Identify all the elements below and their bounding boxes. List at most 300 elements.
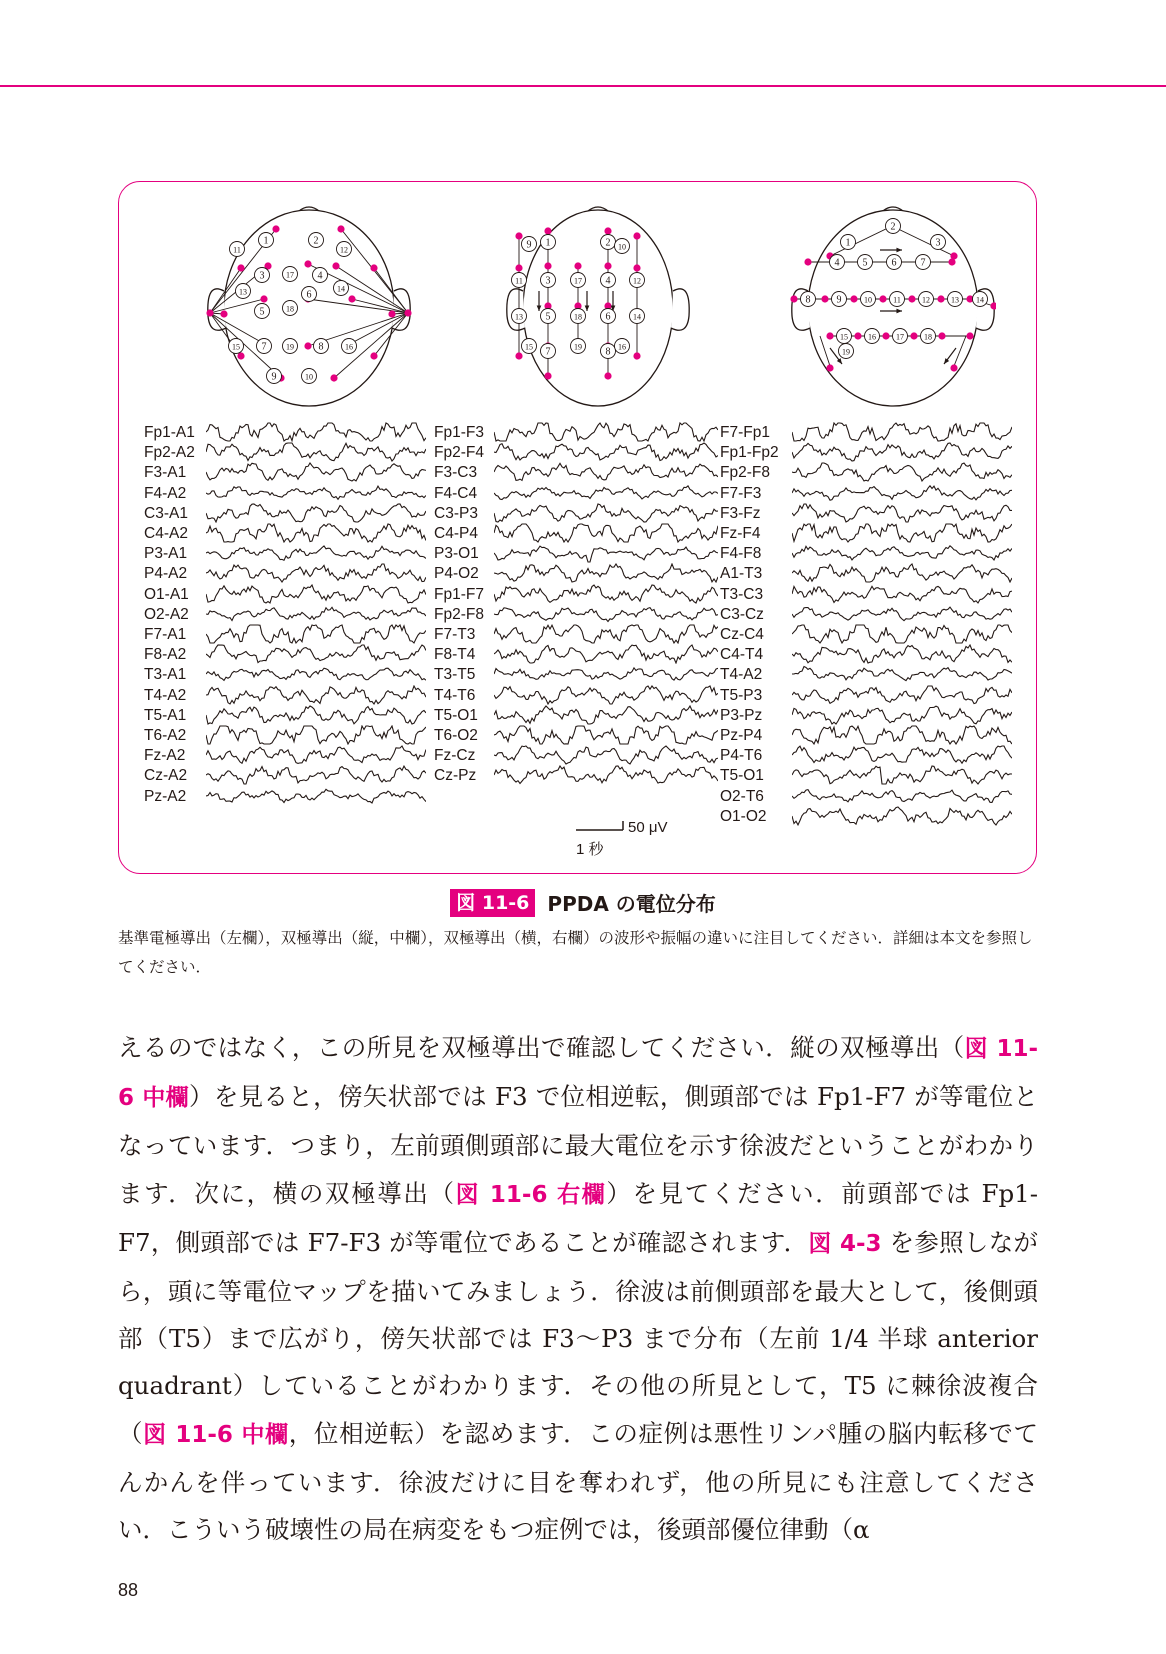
electrode-dot <box>910 332 917 339</box>
eeg-waveform <box>792 543 1012 563</box>
eeg-waveform <box>792 705 1012 725</box>
electrode-number: 9 <box>526 239 532 251</box>
electrode-dot <box>879 295 886 302</box>
eeg-waveform <box>206 503 426 523</box>
eeg-trace <box>494 625 718 643</box>
electrode-number: 7 <box>545 346 551 358</box>
electrode-number: 15 <box>232 342 240 352</box>
eeg-trace <box>792 443 1012 461</box>
electrode-number: 10 <box>864 295 872 305</box>
eeg-channel-row <box>144 422 426 443</box>
eeg-channel-row <box>720 806 1012 827</box>
head-outline <box>805 210 978 406</box>
eeg-trace <box>792 586 1012 603</box>
electrode-number: 8 <box>605 346 611 358</box>
eeg-channel-row <box>144 624 426 645</box>
electrode-dot <box>950 364 957 371</box>
eeg-trace <box>792 504 1012 522</box>
eeg-channel-label: T6-A2 <box>144 727 187 744</box>
eeg-channel-label: T5-P3 <box>720 686 763 704</box>
eeg-trace <box>494 668 718 680</box>
electrode-number: 8 <box>318 341 324 353</box>
eeg-waveform <box>494 584 718 604</box>
eeg-waveform <box>792 462 1012 482</box>
eeg-channel-row <box>434 422 718 443</box>
eeg-trace <box>206 706 426 724</box>
electrode-number: 4 <box>834 257 840 269</box>
eeg-waveform <box>206 422 426 442</box>
eeg-channel-label: Fp1-F3 <box>434 424 484 441</box>
eeg-channel-label: Fp1-F7 <box>434 585 484 603</box>
electrode-dot <box>633 264 640 271</box>
eeg-waveform <box>206 483 426 503</box>
eeg-channel-label: T5-O1 <box>720 767 764 785</box>
eeg-trace <box>792 706 1012 724</box>
eeg-channel-label: C3-P3 <box>434 504 478 522</box>
electrode-dot <box>304 260 311 267</box>
eeg-channel-row <box>434 584 718 605</box>
eeg-waveform <box>792 503 1012 523</box>
figure-reference-link[interactable]: 図 4-3 <box>808 1230 882 1257</box>
right-ear-outline <box>671 289 689 331</box>
eeg-channel-label: F4-C4 <box>434 484 478 502</box>
eeg-trace <box>792 607 1012 621</box>
eeg-channel-label: T5-A1 <box>144 706 187 724</box>
electrode-dot <box>348 295 355 302</box>
eeg-trace <box>206 546 426 560</box>
eeg-trace <box>206 443 426 461</box>
eeg-trace <box>206 607 426 620</box>
electrode-dot <box>908 295 915 302</box>
eeg-trace <box>494 726 718 744</box>
eeg-trace <box>206 564 426 582</box>
eeg-waveform <box>792 664 1012 684</box>
eeg-channel-row <box>144 523 426 544</box>
electrode-number: 5 <box>259 306 265 318</box>
eeg-trace <box>792 546 1012 560</box>
eeg-channel-row <box>434 705 718 726</box>
body-text-segment: えるのではなく，この所見を双極導出で確認してください．縦の双極導出（ <box>118 1033 965 1062</box>
eeg-channel-label: Cz-C4 <box>720 626 764 643</box>
eeg-channel-row <box>144 462 426 483</box>
eeg-channel-row <box>144 563 426 584</box>
electrode-dot <box>633 352 640 359</box>
eeg-trace <box>792 625 1012 643</box>
eeg-channel-label: Fp2-F8 <box>434 605 484 623</box>
eeg-column-referential <box>144 422 430 822</box>
eeg-waveform <box>494 442 718 462</box>
electrode-dot <box>515 352 522 359</box>
eeg-channel-row <box>434 765 718 786</box>
top-rule <box>0 85 1166 87</box>
electrode-dot <box>370 264 377 271</box>
electrode-number: 13 <box>239 287 247 297</box>
electrode-number: 16 <box>618 342 626 352</box>
page-number: 88 <box>118 1580 139 1600</box>
figure-reference-link[interactable]: 図 11-6 中欄 <box>118 1036 1038 1112</box>
electrode-dot <box>966 332 973 339</box>
electrode-dot <box>515 264 522 271</box>
eeg-channel-row <box>720 685 1012 706</box>
eeg-channel-label: Cz-A2 <box>144 767 188 785</box>
eeg-waveform <box>792 786 1012 806</box>
eeg-trace <box>494 706 718 724</box>
eeg-channel-label: Fz-A2 <box>144 747 186 765</box>
eeg-channel-row <box>720 543 1012 564</box>
eeg-waveform <box>792 604 1012 624</box>
electrode-number: 14 <box>976 295 984 305</box>
eeg-channel-label: P4-T6 <box>720 747 763 765</box>
head-diagram-transverse-bipolar <box>790 196 996 408</box>
eeg-channel-row <box>720 483 1012 504</box>
electrode-dot <box>850 295 857 302</box>
electrode-dot <box>388 310 395 317</box>
eeg-channel-row <box>144 584 426 605</box>
eeg-channel-row <box>144 765 426 786</box>
electrode-dot <box>206 309 213 316</box>
eeg-waveform <box>792 624 1012 644</box>
eeg-channel-row <box>720 725 1012 746</box>
eeg-trace <box>206 423 426 441</box>
electrode-number: 13 <box>951 295 959 305</box>
electrode-number: 2 <box>313 235 319 247</box>
eeg-waveform <box>792 644 1012 664</box>
electrode-number: 6 <box>891 257 897 269</box>
electrode-number: 4 <box>317 270 323 282</box>
electrode-number: 11 <box>515 276 523 286</box>
electrode-dot <box>332 262 339 269</box>
eeg-channel-label: C4-T4 <box>720 646 764 664</box>
eeg-trace <box>206 789 426 803</box>
electrode-number: 3 <box>935 237 941 249</box>
electrode-dot <box>938 332 945 339</box>
eeg-waveform <box>494 503 718 523</box>
electrode-dot <box>544 262 551 269</box>
scale-bar <box>575 820 625 832</box>
electrode-number: 9 <box>836 294 842 306</box>
eeg-trace <box>494 546 718 562</box>
eeg-channel-row <box>720 786 1012 807</box>
eeg-waveform <box>206 685 426 705</box>
eeg-channel-label: C4-P4 <box>434 525 478 542</box>
eeg-trace <box>792 645 1012 663</box>
electrode-number: 19 <box>574 342 582 352</box>
electrode-number: 7 <box>261 341 267 353</box>
eeg-channel-label: T3-T5 <box>434 666 476 684</box>
eeg-trace <box>792 726 1012 744</box>
eeg-channel-label: O2-A2 <box>144 605 189 623</box>
eeg-waveform <box>494 644 718 664</box>
electrode-dot <box>937 295 944 302</box>
eeg-channel-label: F7-Fp1 <box>720 424 770 441</box>
eeg-channel-label: F3-A1 <box>144 464 187 482</box>
eeg-waveform <box>206 543 426 563</box>
eeg-trace <box>792 524 1012 542</box>
body-text-segment: を参照しながら，頭に等電位マップを描いてみましょう．徐波は前側頭部を最大として，後側頭部（T5）まで広がり，傍矢状部では F3〜P3 まで分布（左前 1/4 半球 anterior quadrant）していることがわかります．その他の所見として，T5 に棘徐波複合（ <box>118 1227 1038 1448</box>
eeg-channel-row <box>144 786 426 807</box>
eeg-channel-label: T5-O1 <box>434 706 478 724</box>
eeg-trace <box>206 686 426 704</box>
eeg-waveform <box>792 563 1012 583</box>
electrode-dot <box>633 232 640 239</box>
eeg-channel-label: A1-T3 <box>720 565 763 583</box>
electrode-dot <box>574 262 581 269</box>
electrode-dot <box>821 295 828 302</box>
eeg-channel-label: Pz-P4 <box>720 727 763 744</box>
eeg-channel-row <box>434 644 718 665</box>
eeg-channel-row <box>720 765 1012 786</box>
eeg-channel-row <box>434 462 718 483</box>
eeg-column-transverse-bipolar <box>720 422 1016 846</box>
electrode-number: 16 <box>868 332 876 342</box>
eeg-trace <box>792 667 1012 681</box>
electrode-number: 12 <box>340 245 348 255</box>
electrode-number: 11 <box>233 245 241 255</box>
scale-amplitude-label: 50 μV <box>628 819 668 836</box>
eeg-channel-row <box>720 624 1012 645</box>
eeg-trace <box>494 485 718 499</box>
electrode-number: 19 <box>842 347 850 357</box>
eeg-channel-row <box>434 725 718 746</box>
eeg-channel-row <box>144 745 426 766</box>
eeg-channel-row <box>434 442 718 463</box>
eeg-channel-label: Fp2-F4 <box>434 444 484 462</box>
eeg-waveform <box>206 664 426 684</box>
eeg-channel-row <box>720 462 1012 483</box>
eeg-waveform <box>494 725 718 745</box>
eeg-trace <box>494 746 718 764</box>
electrode-dot <box>790 295 797 302</box>
eeg-channel-row <box>434 523 718 544</box>
eeg-channel-label: P4-O2 <box>434 565 479 583</box>
eeg-waveform <box>792 685 1012 705</box>
eeg-channel-row <box>434 483 718 504</box>
eeg-trace <box>206 504 426 522</box>
electrode-number: 19 <box>286 342 294 352</box>
eeg-trace <box>206 645 426 663</box>
body-text-segment: ）を見ると，傍矢状部では F3 で位相逆転，側頭部では Fp1-F7 が等電位となっています．つまり，左前頭側頭部に最大電位を示す徐波だということがわかります．次に，横の双極導出（ <box>118 1082 1038 1208</box>
electrode-dot <box>804 258 811 265</box>
electrode-dot <box>604 227 611 234</box>
eeg-channel-row <box>720 705 1012 726</box>
eeg-channel-row <box>434 503 718 524</box>
eeg-trace <box>494 564 718 582</box>
electrode-number: 15 <box>525 342 533 352</box>
electrode-number: 8 <box>805 294 811 306</box>
eeg-waveform <box>494 685 718 705</box>
eeg-waveform <box>494 604 718 624</box>
electrode-dot <box>544 227 551 234</box>
electrode-number: 11 <box>893 295 901 305</box>
electrode-number: 12 <box>922 295 930 305</box>
eeg-waveform <box>494 523 718 543</box>
eeg-channel-label: P4-A2 <box>144 565 188 583</box>
eeg-channel-label: F4-F8 <box>720 545 762 563</box>
eeg-channel-row <box>720 442 1012 463</box>
eeg-trace <box>792 423 1012 441</box>
electrode-number: 7 <box>920 257 926 269</box>
eeg-waveform <box>494 483 718 503</box>
eeg-waveform <box>792 442 1012 462</box>
eeg-waveform <box>206 725 426 745</box>
eeg-channel-label: Fp2-F8 <box>720 464 770 482</box>
eeg-channel-row <box>144 705 426 726</box>
body-text-segment: ，位相逆転）を認めます．この症例は悪性リンパ腫の脳内転移でてんかんを伴っています．徐波だけに目を奪われず，他の所見にも注意してください．こういう破壊性の局在病変をもつ症例では，後頭部優位律動（α <box>118 1418 1038 1545</box>
eeg-channel-label: Fz-F4 <box>720 525 761 542</box>
electrode-number: 10 <box>305 372 313 382</box>
eeg-channel-row <box>720 584 1012 605</box>
eeg-trace <box>206 585 426 603</box>
figure-description: 基準電極導出（左欄），双極導出（縦，中欄），双極導出（横，右欄）の波形や振幅の違いに注目してください．詳細は本文を参照してください． <box>118 929 1033 976</box>
eeg-trace <box>792 485 1012 499</box>
electrode-dot <box>337 225 344 232</box>
figure-number: 図 11-6 <box>450 889 535 917</box>
eeg-channel-row <box>720 503 1012 524</box>
eeg-trace <box>494 585 718 603</box>
eeg-channel-label: Fz-Cz <box>434 747 476 765</box>
electrode-dot <box>304 342 311 349</box>
eeg-waveform <box>792 806 1012 826</box>
eeg-waveform <box>206 765 426 785</box>
eeg-waveform <box>494 765 718 785</box>
eeg-channel-row <box>144 725 426 746</box>
electrode-dot <box>272 225 279 232</box>
electrode-number: 14 <box>337 284 345 294</box>
electrode-dot <box>404 309 411 316</box>
electrode-dot <box>260 295 267 302</box>
eeg-waveform <box>206 786 426 806</box>
eeg-waveform <box>206 462 426 482</box>
eeg-waveform <box>206 624 426 644</box>
eeg-channel-row <box>144 503 426 524</box>
eeg-waveform <box>206 584 426 604</box>
electrode-number: 12 <box>633 276 641 286</box>
figure-title: PPDA の電位分布 <box>547 892 716 916</box>
electrode-number: 10 <box>618 242 626 252</box>
eeg-channel-label: Cz-Pz <box>434 767 477 785</box>
figure-caption <box>0 888 1166 917</box>
electrode-number: 18 <box>924 332 932 342</box>
eeg-trace <box>206 524 426 542</box>
eeg-waveform <box>494 462 718 482</box>
electrode-number: 1 <box>545 237 551 249</box>
electrode-number: 3 <box>259 270 265 282</box>
eeg-channel-label: T3-C3 <box>720 585 764 603</box>
eeg-channel-label: T4-A2 <box>144 686 187 704</box>
eeg-waveform <box>494 422 718 442</box>
electrode-number: 5 <box>862 257 868 269</box>
eeg-channel-row <box>144 664 426 685</box>
eeg-trace <box>792 686 1012 704</box>
electrode-number: 5 <box>545 311 551 323</box>
eeg-channel-label: F7-F3 <box>720 484 762 502</box>
eeg-trace <box>494 686 718 704</box>
eeg-channel-row <box>720 644 1012 665</box>
eeg-channel-row <box>434 563 718 584</box>
eeg-channel-label: C3-A1 <box>144 504 188 522</box>
eeg-channel-label: C4-A2 <box>144 525 188 542</box>
eeg-channel-label: T3-A1 <box>144 666 187 684</box>
eeg-channel-row <box>434 543 718 564</box>
eeg-trace <box>792 807 1012 825</box>
electrode-number: 4 <box>605 275 611 287</box>
electrode-dot <box>515 232 522 239</box>
eeg-waveform <box>792 483 1012 503</box>
electrode-number: 17 <box>574 276 582 286</box>
eeg-waveform <box>206 604 426 624</box>
eeg-channel-row <box>144 543 426 564</box>
electrode-number: 18 <box>574 312 582 322</box>
eeg-channel-row <box>434 745 718 766</box>
electrode-number: 15 <box>840 332 848 342</box>
eeg-trace <box>494 645 718 663</box>
eeg-trace <box>494 504 718 522</box>
eeg-waveform <box>206 705 426 725</box>
scale-time-label: 1 秒 <box>576 841 604 858</box>
electrode-number: 13 <box>515 312 523 322</box>
eeg-channel-row <box>144 483 426 504</box>
electrode-dot <box>826 364 833 371</box>
eeg-trace <box>792 789 1012 802</box>
eeg-channel-label: Fp1-A1 <box>144 424 195 441</box>
figure-reference-link[interactable]: 図 11-6 右欄 <box>455 1181 607 1208</box>
electrode-dot <box>604 372 611 379</box>
eeg-channel-label: F8-A2 <box>144 646 187 664</box>
electrode-dot <box>544 372 551 379</box>
eeg-waveform <box>206 745 426 765</box>
eeg-waveform <box>494 705 718 725</box>
electrode-number: 14 <box>633 312 641 322</box>
eeg-waveform <box>792 422 1012 442</box>
eeg-channel-label: F8-T4 <box>434 646 476 664</box>
eeg-trace <box>206 463 426 481</box>
electrode-dot <box>604 262 611 269</box>
electrode-number: 9 <box>271 371 277 383</box>
body-text-segment: ）を見てください．前頭部では Fp1-F7，側頭部では F7-F3 が等電位であることが確認されます． <box>118 1178 1038 1257</box>
eeg-channel-row <box>720 604 1012 625</box>
electrode-dot <box>237 264 244 271</box>
eeg-trace <box>494 766 718 784</box>
electrode-number: 16 <box>345 342 353 352</box>
eeg-waveform <box>494 664 718 684</box>
eeg-channel-label: F7-T3 <box>434 626 476 643</box>
eeg-trace <box>206 486 426 499</box>
eeg-waveform <box>792 523 1012 543</box>
eeg-waveform <box>792 765 1012 785</box>
electrode-number: 2 <box>890 221 896 233</box>
eeg-channel-label: C3-Cz <box>720 605 764 623</box>
eeg-channel-label: Fp2-A2 <box>144 444 195 462</box>
eeg-channel-label: F4-A2 <box>144 484 187 502</box>
electrode-number: 6 <box>605 311 611 323</box>
eeg-channel-label: P3-A1 <box>144 545 188 563</box>
eeg-channel-row <box>434 685 718 706</box>
eeg-trace <box>494 423 718 441</box>
eeg-waveform <box>206 563 426 583</box>
eeg-waveform <box>494 624 718 644</box>
eeg-waveform <box>792 584 1012 604</box>
eeg-channel-label: O1-A1 <box>144 585 189 603</box>
electrode-dot <box>220 310 227 317</box>
figure-reference-link[interactable]: 図 11-6 中欄 <box>143 1421 289 1448</box>
eeg-trace <box>494 607 718 621</box>
electrode-dot <box>882 332 889 339</box>
eeg-channel-label: P3-Pz <box>720 706 763 724</box>
eeg-trace <box>206 669 426 681</box>
eeg-channel-label: P3-O1 <box>434 545 479 563</box>
electrode-dot <box>826 332 833 339</box>
electrode-number: 18 <box>286 304 294 314</box>
